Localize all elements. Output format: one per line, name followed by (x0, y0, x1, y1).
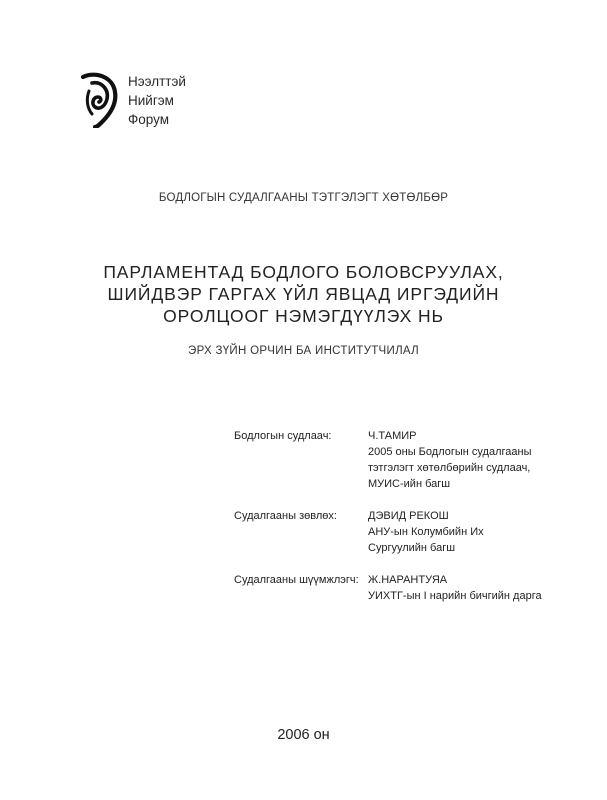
document-subtitle: ЭРХ ЗҮЙН ОРЧИН БА ИНСТИТУТЧИЛАЛ (188, 345, 419, 357)
credit-value: Ж.НАРАНТУЯА (368, 574, 448, 586)
credit-value: Сургуулийн багш (368, 542, 456, 554)
credit-label: Бодлогын судлаач: (234, 430, 332, 442)
credit-values (368, 508, 484, 556)
credit-value: УИХТГ-ын I нарийн бичгийн дарга (368, 590, 542, 602)
credit-value: АНУ-ын Колумбийн Их (368, 526, 484, 538)
credit-value: ДЭВИД РЕКОШ (368, 510, 449, 522)
credit-reviewer (234, 572, 564, 604)
credit-label: Судалгааны зөвлөх: (234, 510, 337, 522)
credit-label: Судалгааны шүүмжлэгч: (234, 574, 359, 586)
credit-value: Ч.ТАМИР (368, 430, 417, 442)
logo-line-2: Нийгэм (128, 93, 174, 108)
credit-value: МУИС-ийн багш (368, 478, 451, 490)
publication-year: 2006 он (277, 727, 330, 743)
credit-researcher (234, 428, 564, 492)
credit-values (368, 572, 542, 604)
credit-value: 2005 оны Бодлогын судалгааны (368, 446, 532, 458)
credit-advisor (234, 508, 564, 556)
credit-value: тэтгэлэгт хөтөлбөрийн судлаач, (368, 462, 531, 474)
spiral-logo-icon (80, 70, 120, 128)
logo-line-3: Форум (128, 112, 170, 127)
logo-text (128, 72, 186, 129)
logo (80, 70, 186, 129)
credits (234, 428, 564, 620)
title-line-1: ПАРЛАМЕНТАД БОДЛОГО БОЛОВСРУУЛАХ, (103, 262, 504, 282)
credit-values (368, 428, 531, 492)
document-title (0, 261, 607, 327)
logo-line-1: Нээлттэй (128, 74, 186, 89)
program-name: БОДЛОГЫН СУДАЛГААНЫ ТЭТГЭЛЭГТ ХӨТӨЛБӨР (158, 192, 449, 204)
title-line-3: ОРОЛЦООГ НЭМЭГДҮҮЛЭХ НЬ (163, 306, 444, 326)
title-line-2: ШИЙДВЭР ГАРГАХ ҮЙЛ ЯВЦАД ИРГЭДИЙН (107, 284, 500, 304)
